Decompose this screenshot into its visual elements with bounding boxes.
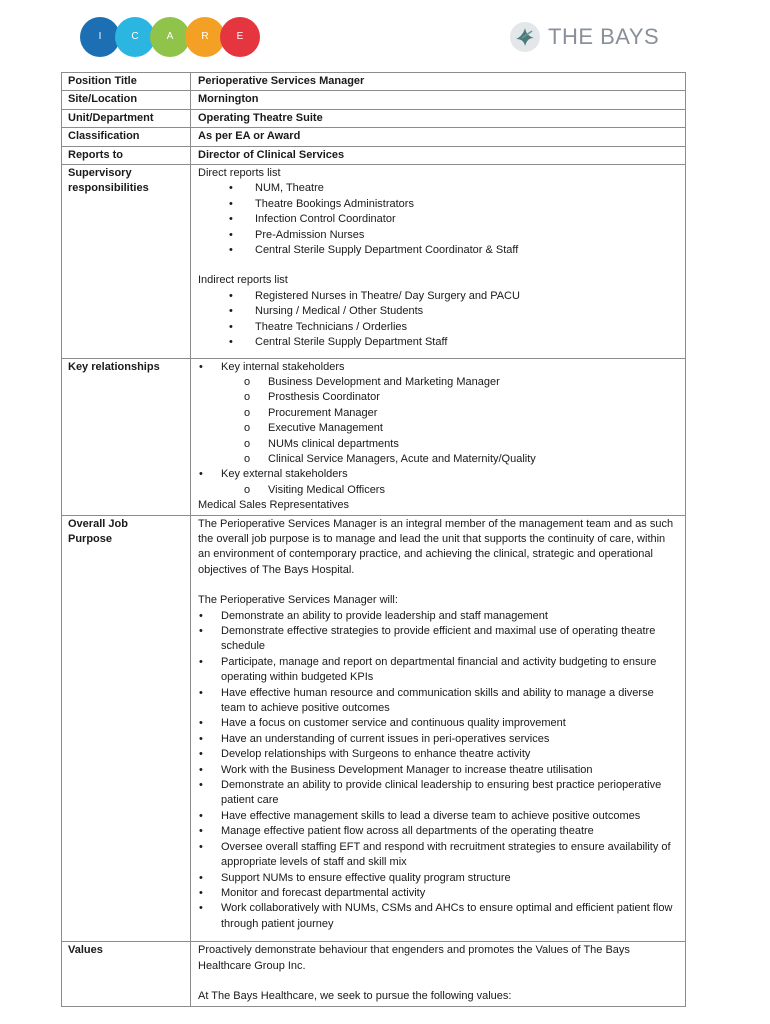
row-unit-department — [62, 109, 686, 127]
list-item: • Work with the Business Development Manager to increase theatre utilisation — [198, 763, 678, 778]
icare-circle-a: A — [150, 17, 190, 57]
label-overall-purpose — [62, 515, 191, 942]
list-item: • Nursing / Medical / Other Students — [198, 304, 678, 319]
label-classification: Classification — [62, 128, 191, 146]
row-values — [62, 942, 686, 1007]
label-overall-purpose-line2: Purpose — [68, 532, 113, 545]
list-item: o NUMs clinical departments — [198, 437, 678, 452]
list-item: • Central Sterile Supply Department Coordinator & Staff — [198, 243, 678, 258]
value-reports-to: Director of Clinical Services — [191, 146, 686, 164]
page-header — [0, 0, 770, 66]
icare-circle-r: R — [185, 17, 225, 57]
list-item: o Clinical Service Managers, Acute and Maternity/Quality — [198, 452, 678, 467]
internal-stakeholders-heading: Key internal stakeholders — [221, 360, 345, 373]
indirect-reports-list — [198, 289, 678, 351]
list-item: o Executive Management — [198, 421, 678, 436]
list-item: o Business Development and Marketing Manager — [198, 375, 678, 390]
list-item: • Support NUMs to ensure effective quality program structure — [198, 871, 678, 886]
values-paragraph-1: Proactively demonstrate behaviour that engenders and promotes the Values of The Bays Healthcare Group Inc. — [198, 944, 630, 972]
list-item: • Demonstrate an ability to provide clinical leadership to ensuring best practice perioperative patient care — [198, 778, 678, 809]
list-item: • Have an understanding of current issues in peri-operatives services — [198, 732, 678, 747]
list-item: • Monitor and forecast departmental activity — [198, 886, 678, 901]
value-values — [191, 942, 686, 1007]
label-key-relationships: Key relationships — [62, 358, 191, 515]
list-item: o Prosthesis Coordinator — [198, 390, 678, 405]
list-item: • Central Sterile Supply Department Staff — [198, 335, 678, 350]
value-supervisory — [191, 165, 686, 358]
list-item — [198, 467, 678, 498]
list-item: • Infection Control Coordinator — [198, 212, 678, 227]
row-classification — [62, 128, 686, 146]
medical-sales-representatives: Medical Sales Representatives — [198, 499, 350, 512]
list-item: • Develop relationships with Surgeons to enhance theatre activity — [198, 747, 678, 762]
list-item: o Visiting Medical Officers — [198, 483, 678, 498]
values-paragraph-2: At The Bays Healthcare, we seek to pursue the following values: — [198, 989, 512, 1002]
list-item: • Registered Nurses in Theatre/ Day Surgery and PACU — [198, 289, 678, 304]
duties-list — [198, 609, 678, 933]
list-item: • Theatre Bookings Administrators — [198, 197, 678, 212]
internal-stakeholders-list — [198, 375, 678, 467]
list-item: • Pre-Admission Nurses — [198, 228, 678, 243]
label-supervisory-line2: responsibilities — [68, 182, 149, 195]
value-unit-department: Operating Theatre Suite — [191, 109, 686, 127]
icare-circle-i: I — [80, 17, 120, 57]
bird-icon — [510, 22, 540, 52]
list-item: • Oversee overall staffing EFT and respond with recruitment strategies to ensure availability of appropriate levels of staff and skill mix — [198, 840, 678, 871]
stakeholder-list — [198, 360, 678, 499]
list-item: • Have effective management skills to lead a diverse team to achieve positive outcomes — [198, 809, 678, 824]
list-item: • Have a focus on customer service and continuous quality improvement — [198, 716, 678, 731]
label-site-location: Site/Location — [62, 91, 191, 109]
icare-circle-e: E — [220, 17, 260, 57]
list-item: • Manage effective patient flow across all departments of the operating theatre — [198, 824, 678, 839]
row-key-relationships — [62, 358, 686, 515]
position-description-table — [61, 72, 686, 1007]
row-overall-purpose — [62, 515, 686, 942]
the-bays-wordmark: THE BAYS — [548, 24, 660, 49]
value-position-title: Perioperative Services Manager — [191, 73, 686, 91]
purpose-intro: The Perioperative Services Manager is an integral member of the management team and as such the overall job purpose is to manage and lead the unit that supports the continuity of care, within an environment of contemporary practice, and achieving the clinical, strategic and operational objectives of The Bays Hospital. — [198, 517, 674, 576]
row-site-location — [62, 91, 686, 109]
row-reports-to — [62, 146, 686, 164]
value-key-relationships — [191, 358, 686, 515]
row-position-title — [62, 73, 686, 91]
list-item: • Demonstrate effective strategies to provide efficient and maximal use of operating theatre schedule — [198, 624, 678, 655]
label-values: Values — [62, 942, 191, 1007]
direct-reports-list — [198, 181, 678, 258]
label-overall-purpose-line1: Overall Job — [68, 517, 128, 530]
list-item: • Work collaboratively with NUMs, CSMs and AHCs to ensure optimal and efficient patient flow through patient journey — [198, 901, 678, 932]
list-item: o Procurement Manager — [198, 406, 678, 421]
value-overall-purpose — [191, 515, 686, 942]
indirect-reports-heading: Indirect reports list — [198, 274, 288, 287]
label-supervisory-line1: Supervisory — [68, 167, 132, 180]
label-supervisory — [62, 165, 191, 358]
list-item — [198, 360, 678, 468]
label-reports-to: Reports to — [62, 146, 191, 164]
row-supervisory — [62, 165, 686, 358]
external-stakeholders-heading: Key external stakeholders — [221, 468, 348, 481]
external-stakeholders-list — [198, 483, 678, 498]
icare-circle-c: C — [115, 17, 155, 57]
value-site-location: Mornington — [191, 91, 686, 109]
value-classification: As per EA or Award — [191, 128, 686, 146]
list-item: • Demonstrate an ability to provide leadership and staff management — [198, 609, 678, 624]
list-item: • NUM, Theatre — [198, 181, 678, 196]
label-position-title: Position Title — [62, 73, 191, 91]
list-item: • Have effective human resource and communication skills and ability to manage a diverse team to achieve positive outcomes — [198, 686, 678, 717]
list-item: • Participate, manage and report on departmental financial and activity budgeting to ensure operating within budgeted KPIs — [198, 655, 678, 686]
list-item: • Theatre Technicians / Orderlies — [198, 320, 678, 335]
direct-reports-heading: Direct reports list — [198, 167, 281, 180]
label-unit-department: Unit/Department — [62, 109, 191, 127]
purpose-will-heading: The Perioperative Services Manager will: — [198, 594, 398, 607]
